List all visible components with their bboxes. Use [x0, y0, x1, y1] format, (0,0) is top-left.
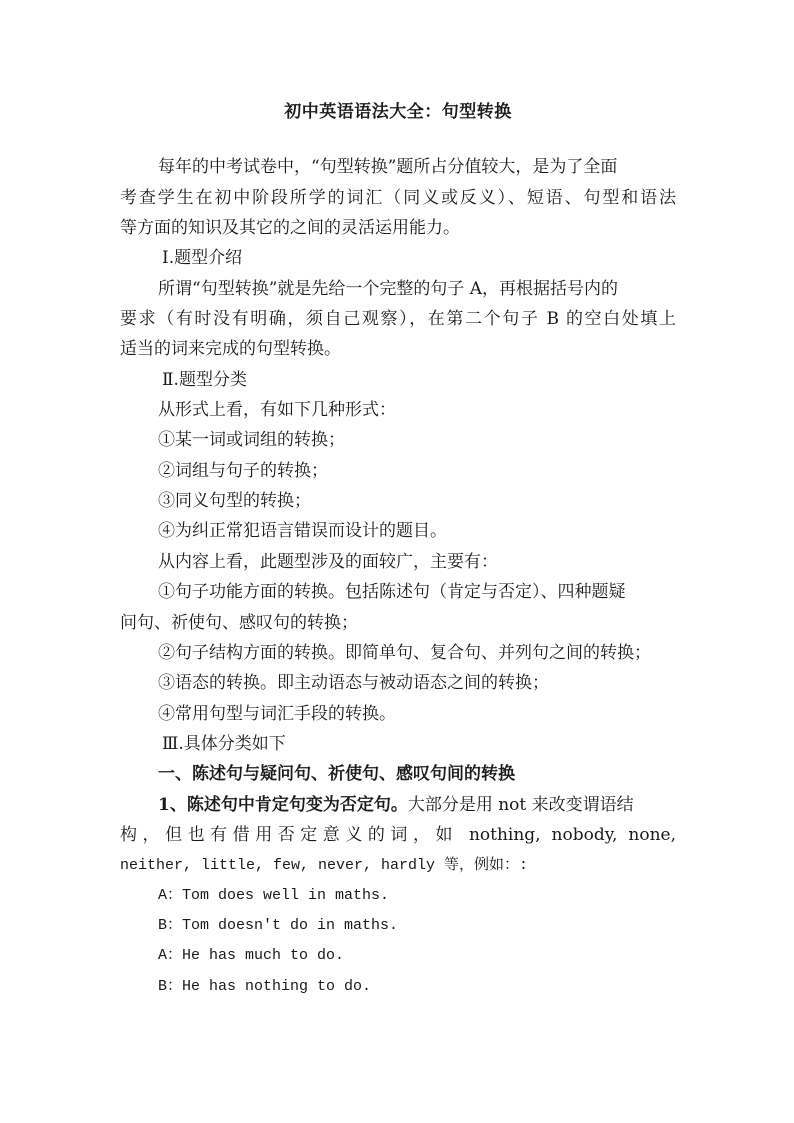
paragraph-definition-line-2: 要求（有时没有明确，须自己观察），在第二个句子 B 的空白处填上	[120, 309, 676, 329]
content-item-1-line-1: ①句子功能方面的转换。包括陈述句（肯定与否定）、四种题疑	[158, 582, 626, 602]
paragraph-intro-line-3: 等方面的知识及其它的之间的灵活运用能力。	[120, 218, 460, 238]
content-item-3: ③语态的转换。即主动语态与被动语态之间的转换；	[158, 673, 549, 693]
paragraph-intro-line-1: 每年的中考试卷中，“句型转换”题所占分值较大，是为了全面	[158, 157, 618, 177]
example-1-b: B：Tom doesn't do in maths.	[158, 917, 399, 934]
content-intro: 从内容上看，此题型涉及的面较广，主要有：	[158, 552, 498, 572]
form-item-1: ①某一词或词组的转换；	[158, 430, 345, 450]
subsection-heading-1: 一、陈述句与疑问句、祈使句、感叹句间的转换	[158, 764, 515, 784]
form-item-2: ②词组与句子的转换；	[158, 461, 328, 481]
example-1-a: A：Tom does well in maths.	[158, 887, 390, 904]
section-heading-classification: Ⅱ.题型分类	[162, 370, 247, 390]
content-item-1-line-2: 问句、祈使句、感叹句的转换；	[120, 613, 358, 633]
content-item-2: ②句子结构方面的转换。即简单句、复合句、并列句之间的转换；	[158, 643, 651, 663]
rule-1-text: 大部分是用 not 来改变谓语结	[407, 795, 634, 815]
paragraph-intro-line-2: 考查学生在初中阶段所学的词汇（同义或反义）、短语、句型和语法	[120, 188, 676, 208]
section-heading-intro: Ⅰ.题型介绍	[162, 248, 243, 268]
form-item-4: ④为纠正常犯语言错误而设计的题目。	[158, 521, 447, 541]
content-item-4: ④常用句型与词汇手段的转换。	[158, 704, 396, 724]
paragraph-definition-line-1: 所谓“句型转换”就是先给一个完整的句子 A，再根据括号内的	[158, 279, 619, 299]
rule-1-heading: 1、陈述句中肯定句变为否定句。	[158, 795, 408, 815]
rule-1-line-1	[158, 794, 634, 816]
section-heading-details: Ⅲ.具体分类如下	[162, 734, 286, 754]
page-title: 初中英语语法大全：句型转换	[284, 102, 512, 122]
form-intro: 从形式上看，有如下几种形式：	[158, 400, 396, 420]
form-item-3: ③同义句型的转换；	[158, 491, 311, 511]
paragraph-definition-line-3: 适当的词来完成的句型转换。	[120, 339, 341, 359]
example-2-b: B：He has nothing to do.	[158, 978, 372, 995]
rule-1-line-2: 构，但也有借用否定意义的词，如 nothing, nobody, none,	[120, 825, 676, 845]
example-2-a: A：He has much to do.	[158, 947, 345, 964]
rule-1-line-3: neither, little, few, never, hardly 等，例如：:	[120, 857, 529, 874]
